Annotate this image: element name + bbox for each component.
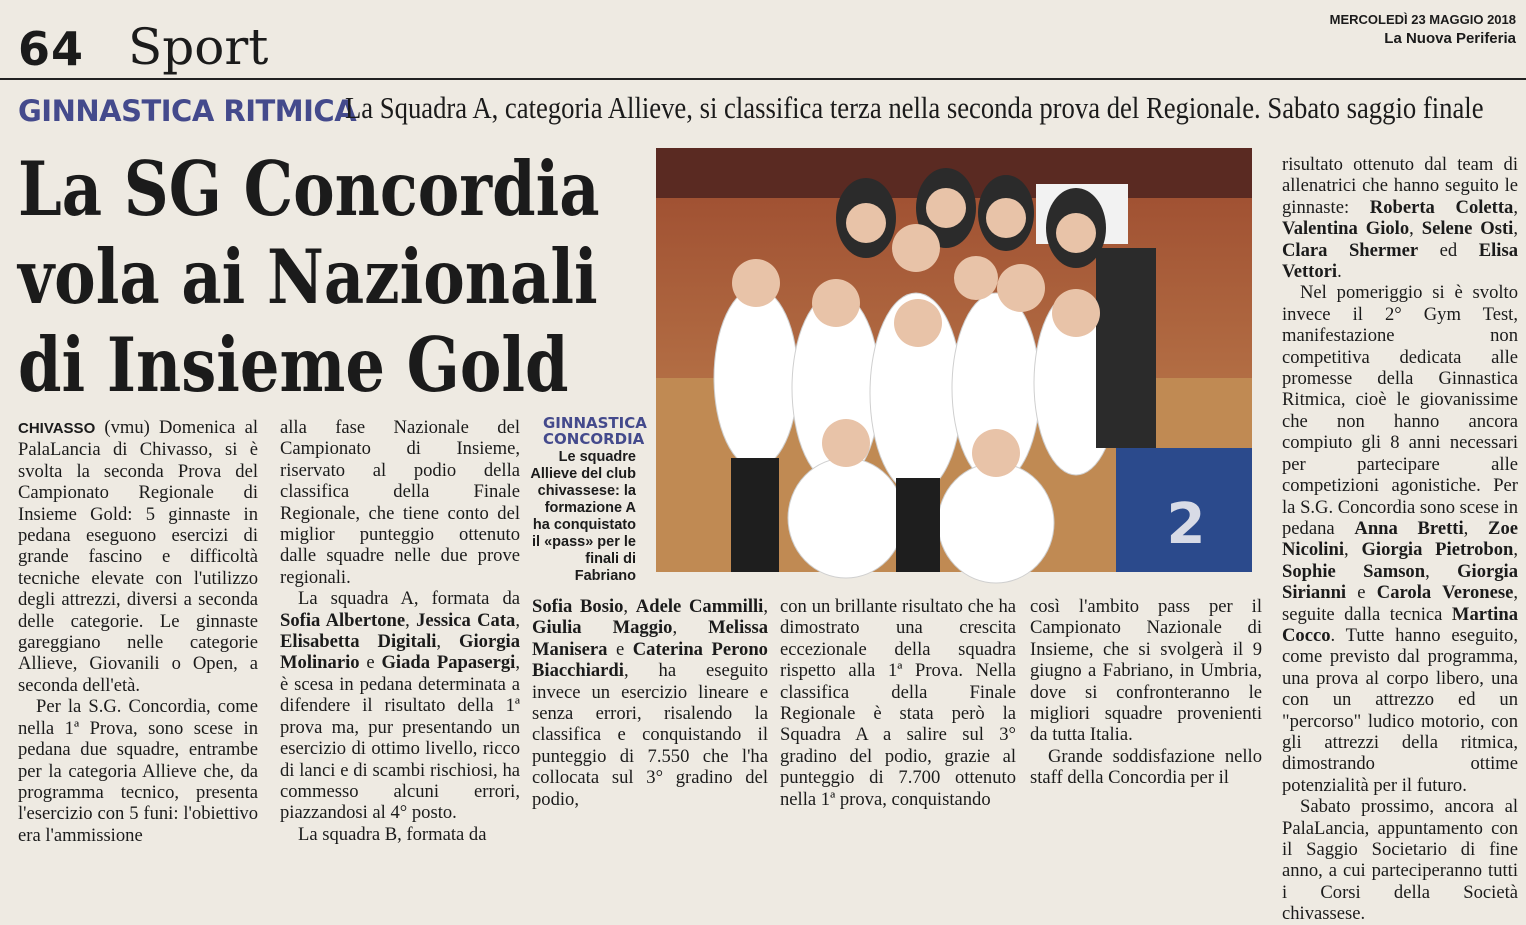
article-column-4 [780, 596, 1016, 810]
paragraph: La squadra A, formata da Sofia Albertone, Jessica Cata, Elisabetta Digitali, Giorgia Molinario e Giada Papasergi, è scesa in pedana determinata a difendere il risultato della 1ª prova ma, pur presentando un esercizio di ottimo livello, ricco di lanci e di scambi rischiosi, ha commesso alcuni errori, piazzandosi al 4° posto. [280, 588, 521, 824]
headline-line-2: vola ai Nazionali [18, 233, 598, 321]
paragraph: La squadra B, formata da [298, 823, 487, 845]
headline-line-1: La SG Concordia [18, 145, 600, 233]
caption-kicker [543, 415, 647, 447]
headline-line-3: di Insieme Gold [18, 321, 569, 409]
article-column-3 [532, 596, 769, 810]
article-kicker: GINNASTICA RITMICA [18, 94, 357, 128]
caption-kicker-line-2: CONCORDIA [543, 430, 645, 448]
paragraph: così l'ambito pass per il Campionato Nazionale di Insieme, che si svolgerà il 9 giugno a Fabriano, in Umbria, dove si confronteranno le migliori squadre provenienti da tutta Italia. [1030, 596, 1262, 746]
team-photo [656, 148, 1252, 572]
article-headline [18, 145, 600, 409]
paragraph: con un brillante risultato che ha dimostrato una crescita eccezionale della squadra rispetto alla 1ª Prova. Nella classifica della Finale Regionale è stata però la Squadra A a salire sul 3° gradino del podio, grazie al punteggio di 7.700 ottenuto nella 1ª prova, conquistando [780, 596, 1016, 810]
podium-number: 2 [1166, 492, 1206, 557]
article-column-5 [1030, 596, 1262, 789]
page-number: 64 [18, 22, 85, 76]
paragraph: risultato ottenuto dal team di allenatrici che hanno seguito le ginnaste: Roberta Coletta, Valentina Giolo, Selene Osti, Clara Shermer ed Elisa Vettori. [1282, 154, 1519, 283]
paragraph: Sabato prossimo, ancora al PalaLancia, appuntamento con il Saggio Societario di fine anno, a cui parteciperanno tutti i Corsi della Società chivassese. [1282, 796, 1518, 925]
photo-caption: Le squadre Allieve del club chivassese: la formazione A ha conquistato il «pass» per le finali di Fabriano [530, 449, 636, 584]
article-column-2 [280, 417, 521, 845]
issue-date: MERCOLEDÌ 23 MAGGIO 2018 [1329, 12, 1516, 27]
paragraph: Grande soddisfazione nello staff della Concordia per il [1030, 745, 1262, 789]
paragraph: CHIVASSO (vmu) Domenica al PalaLancia di Chivasso, si è svolta la seconda Prova del Campionato Regionale di Insieme Gold: 5 ginnaste in pedana eseguono esercizi di grande fascino e difficoltà tecniche elevate con l'utilizzo degli attrezzi, diversi a seconda delle categorie. Le ginnaste gareggiano nelle categorie Allieve, Giovanili o Open, a seconda dell'età. [18, 417, 258, 696]
paragraph: Per la S.G. Concordia, come nella 1ª Prova, sono scese in pedana due squadre, entrambe per la categoria Allieve che, da programma tecnico, presenta l'esercizio con 5 funi: l'obiettivo era l'ammissione [18, 696, 258, 846]
masthead-rule [0, 78, 1526, 80]
paragraph: Nel pomeriggio si è svolto invece il 2° Gym Test, manifestazione non competitiva dedicata alle promesse della Ginnastica Ritmica, cioè le giovanissime che non hanno ancora compiuto gli 8 anni necessari per partecipare alle competizioni agonistiche. Per la S.G. Concordia sono scese in pedana Anna Bretti, Zoe Nicolini, Giorgia Pietrobon, Sophie Samson, Giorgia Sirianni e Carola Veronese, seguite dalla tecnica Martina Cocco. Tutte hanno eseguito, come previsto dal programma, una prova al corpo libero, una con un attrezzo ed un "percorso" ludico motorio, con gli attrezzi della ritmica, dimostrando ottime potenzialità per il futuro. [1282, 282, 1519, 796]
article-column-6 [1282, 154, 1519, 925]
paragraph: Sofia Bosio, Adele Cammilli, Giulia Maggio, Melissa Manisera e Caterina Perono Biacchiardi, ha eseguito invece un esercizio lineare e senza errori, risalendo la classifica e conquistando il punteggio di 7.550 che l'ha collocata sul 3° gradino del podio, [532, 596, 769, 810]
section-title: Sport [128, 18, 269, 76]
article-column-1 [18, 417, 258, 846]
article-subheadline: La Squadra A, categoria Allieve, si classifica terza nella seconda prova del Regionale. Sabato saggio finale [345, 90, 1484, 125]
newspaper-name: La Nuova Periferia [1384, 30, 1516, 47]
team-photo-illustration [656, 148, 1252, 572]
caption-kicker-line-1: GINNASTICA [543, 414, 647, 432]
paragraph: alla fase Nazionale del Campionato di Insieme, riservato al podio della classifica della Finale Regionale, che tiene conto del miglior punteggio ottenuto dalle squadre nelle due prove regionali. [280, 417, 520, 588]
